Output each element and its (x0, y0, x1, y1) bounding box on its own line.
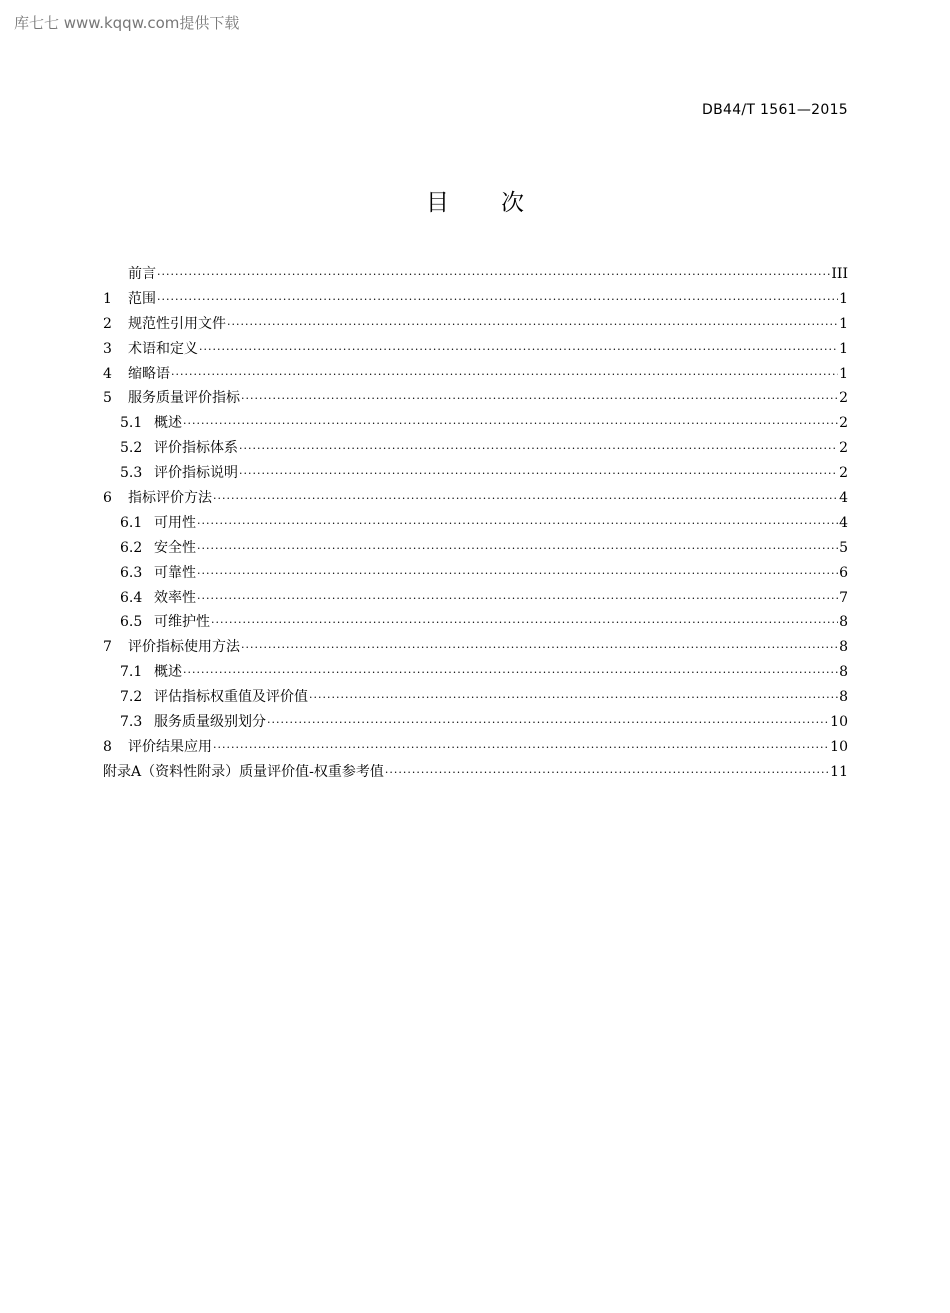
toc-entry-label: 范围 (128, 290, 156, 307)
watermark-text: 库七七 www.kqqw.com提供下载 (14, 14, 240, 32)
toc-entry-page: 8 (839, 614, 848, 631)
toc-entry[interactable] (103, 387, 848, 412)
document-code: DB44/T 1561—2015 (702, 102, 848, 118)
toc-dot-leader (241, 392, 838, 405)
toc-dot-leader (171, 368, 838, 381)
toc-entry-number: 3 (103, 340, 112, 357)
toc-dot-leader (183, 666, 838, 679)
toc-entry[interactable] (103, 736, 848, 761)
toc-dot-leader (197, 592, 838, 605)
toc-entry-label: 评价结果应用 (128, 738, 212, 755)
toc-entry-page: 1 (839, 315, 848, 332)
toc-dot-leader (183, 417, 838, 430)
toc-entry-number: 6.5 (120, 614, 143, 631)
toc-entry[interactable] (103, 562, 848, 587)
toc-entry[interactable] (103, 412, 848, 437)
toc-entry-number: 6.3 (120, 564, 143, 581)
toc-entry[interactable] (103, 686, 848, 711)
toc-entry[interactable] (103, 761, 848, 786)
toc-dot-leader (211, 616, 838, 629)
toc-entry-page: 10 (830, 714, 848, 731)
toc-dot-leader (385, 766, 829, 779)
toc-entry-number: 5.2 (120, 440, 143, 457)
toc-entry[interactable] (103, 338, 848, 363)
toc-entry-label: 缩略语 (128, 365, 170, 382)
toc-entry-page: 2 (839, 390, 848, 407)
table-of-contents (103, 263, 848, 786)
toc-entry-page: 11 (830, 763, 848, 780)
toc-entry-page: 8 (839, 689, 848, 706)
toc-dot-leader (309, 691, 838, 704)
toc-entry-label: 概述 (154, 415, 182, 432)
toc-dot-leader (239, 442, 838, 455)
toc-entry[interactable] (103, 537, 848, 562)
toc-dot-leader (239, 467, 838, 480)
toc-entry[interactable] (103, 288, 848, 313)
toc-dot-leader (213, 741, 829, 754)
toc-dot-leader (197, 542, 838, 555)
toc-entry-page: III (831, 266, 848, 282)
toc-entry-number: 8 (103, 738, 112, 755)
toc-entry[interactable] (103, 711, 848, 736)
toc-entry[interactable] (103, 636, 848, 661)
toc-entry-page: 1 (839, 365, 848, 382)
toc-entry-label: 安全性 (154, 539, 196, 556)
toc-entry-page: 6 (839, 564, 848, 581)
toc-dot-leader (213, 492, 838, 505)
toc-entry-number: 5 (103, 390, 112, 407)
toc-entry-page: 8 (839, 664, 848, 681)
toc-dot-leader (241, 641, 838, 654)
toc-entry-number: 6.1 (120, 514, 143, 531)
toc-dot-leader (267, 716, 829, 729)
toc-entry-label: 服务质量评价指标 (128, 390, 240, 407)
toc-entry-label: 前言 (128, 266, 156, 282)
toc-entry[interactable] (103, 661, 848, 686)
toc-entry-number: 5.3 (120, 465, 143, 482)
toc-entry[interactable] (103, 587, 848, 612)
toc-entry-number: 6.2 (120, 539, 143, 556)
toc-entry-page: 5 (839, 539, 848, 556)
toc-entry-page: 8 (839, 639, 848, 656)
toc-entry-label: 评价指标说明 (154, 465, 238, 482)
toc-entry-number: 7.2 (120, 689, 143, 706)
toc-entry-page: 1 (839, 340, 848, 357)
toc-entry[interactable] (103, 462, 848, 487)
toc-entry-label: 可用性 (154, 514, 196, 531)
toc-entry-label: 效率性 (154, 589, 196, 606)
toc-entry-page: 2 (839, 465, 848, 482)
toc-entry-page: 2 (839, 440, 848, 457)
toc-entry-number: 5.1 (120, 415, 143, 432)
toc-dot-leader (197, 517, 838, 530)
toc-entry-label: 可维护性 (154, 614, 210, 631)
toc-entry-label: 指标评价方法 (128, 490, 212, 507)
toc-entry[interactable] (103, 437, 848, 462)
toc-entry-page: 2 (839, 415, 848, 432)
toc-entry-label: 评估指标权重值及评价值 (154, 689, 308, 706)
toc-entry-page: 1 (839, 290, 848, 307)
toc-entry[interactable] (103, 363, 848, 388)
toc-entry-number: 1 (103, 290, 112, 307)
toc-entry-number: 6 (103, 490, 112, 507)
toc-entry-number: 6.4 (120, 589, 143, 606)
toc-entry[interactable] (103, 313, 848, 338)
toc-entry-page: 10 (830, 738, 848, 755)
toc-entry-label: 附录A（资料性附录）质量评价值-权重参考值 (103, 763, 384, 780)
toc-entry[interactable] (103, 263, 848, 288)
toc-entry-number: 2 (103, 315, 112, 332)
toc-entry-page: 4 (839, 490, 848, 507)
toc-entry[interactable] (103, 611, 848, 636)
toc-entry-label: 评价指标使用方法 (128, 639, 240, 656)
toc-dot-leader (157, 293, 838, 306)
toc-entry-number: 4 (103, 365, 112, 382)
toc-entry-label: 服务质量级别划分 (154, 714, 266, 731)
toc-entry-label: 规范性引用文件 (128, 315, 226, 332)
toc-entry[interactable] (103, 487, 848, 512)
toc-entry[interactable] (103, 512, 848, 537)
toc-title: 目次 (426, 190, 576, 216)
toc-dot-leader (197, 567, 838, 580)
toc-entry-number: 7.1 (120, 664, 143, 681)
toc-dot-leader (199, 343, 838, 356)
toc-dot-leader (227, 318, 838, 331)
toc-entry-label: 可靠性 (154, 564, 196, 581)
toc-dot-leader (157, 268, 830, 281)
toc-entry-number: 7.3 (120, 714, 143, 731)
toc-entry-label: 评价指标体系 (154, 440, 238, 457)
toc-entry-label: 概述 (154, 664, 182, 681)
toc-entry-number: 7 (103, 639, 112, 656)
toc-entry-page: 4 (839, 514, 848, 531)
toc-entry-label: 术语和定义 (128, 340, 198, 357)
toc-entry-page: 7 (839, 589, 848, 606)
